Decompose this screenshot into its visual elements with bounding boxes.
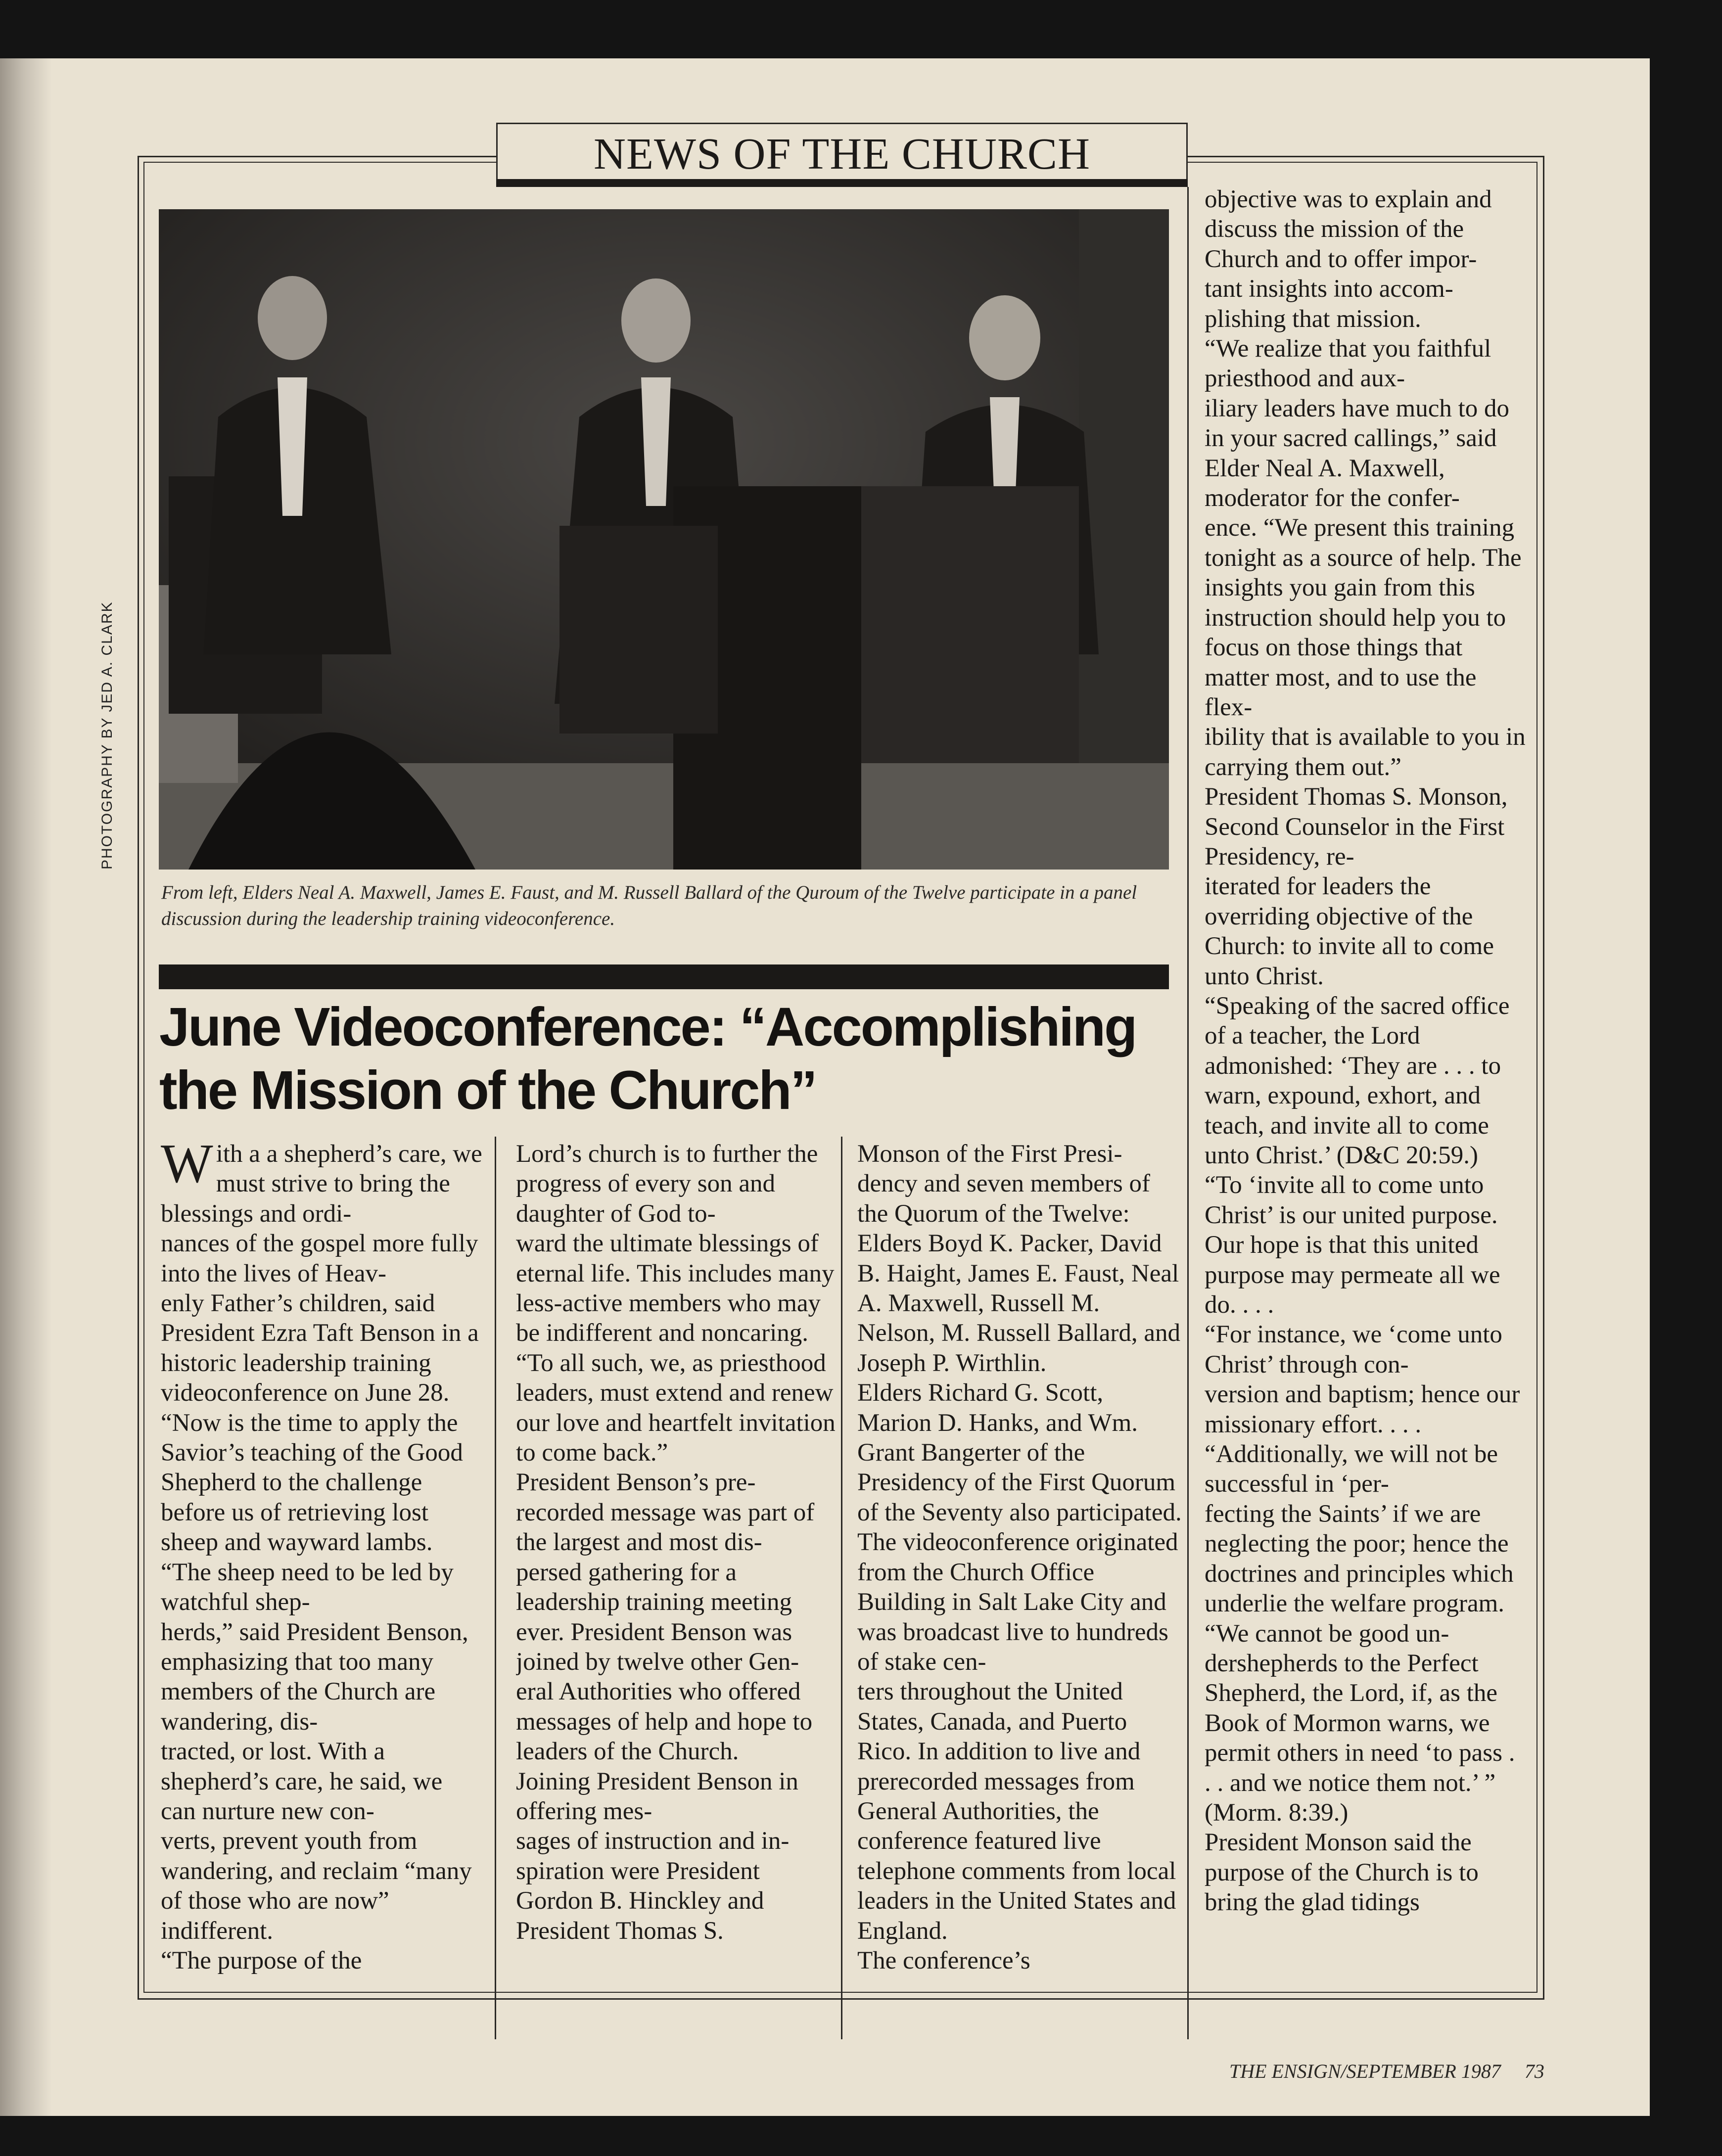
page-gutter-shadow [0, 58, 52, 2116]
article-column-3: Monson of the First Presi- dency and seven members of the Quorum of the Twelve: Elders Boyd K. Packer, David B. Haight, James E. Faust, Neal A. Maxwell, Russell M. Nelson, M. Russell Ballard, and Joseph P. Wirthlin. Elders Richard G. Scott, Marion D. Hanks, and Wm. Grant Bangerter of the Presidency of the First Quorum of the Seventy also participated. The videoconference originated from the Church Office Building in Salt Lake City and was broadcast live to hundreds of stake cen- ters throughout the United States, Canada, and Puerto Rico. In addition to live and prerecorded messages from General Authorities, the conference featured live telephone comments from local leaders in the United States and England. The conference’s [857, 1140, 1182, 1974]
publication-name: THE ENSIGN/SEPTEMBER 1987 [1229, 2060, 1501, 2082]
panel-photo [159, 209, 1169, 870]
drop-cap: W [161, 1139, 213, 1194]
article-column-1 [161, 1139, 482, 2037]
page-footer [1229, 2060, 1544, 2083]
masthead-bar [496, 179, 1188, 187]
article-headline: June Videoconference: “Accomplishing the Mission of the Church” [159, 997, 1136, 1121]
panel-photo-image [159, 209, 1169, 870]
article-column-2: Lord’s church is to further the progress of every son and daughter of God to- ward the ultimate blessings of eternal life. This includes many less-active members who may be indifferent and noncaring. “To all such, we, as priesthood leaders, must extend and renew our love and heartfelt invitation to come back.” President Benson’s pre- recorded message was part of the largest and most dis- persed gathering for a leadership training meeting ever. President Benson was joined by twelve other Gen- eral Authorities who offered messages of help and hope to leaders of the Church. Joining President Benson in offering mes- sages of instruction and in- spiration were President Gordon B. Hinckley and President Thomas S. [516, 1140, 836, 1945]
photo-caption: From left, Elders Neal A. Maxwell, James E. Faust, and M. Russell Ballard of the Quroum of the Twelve participate in a panel discussion during the leadership training videoconference. [161, 882, 1137, 929]
column-divider-3 [1187, 187, 1189, 2039]
column-divider-2 [841, 1137, 842, 2039]
section-masthead: NEWS OF THE CHURCH [496, 123, 1188, 182]
article-column-4: objective was to explain and discuss the mission of the Church and to offer impor- tant insights into accom- plishing that mission. “We realize that you faithful priesthood and aux- iliary leaders have much to do in your sacred callings,” said Elder Neal A. Maxwell, moderator for the confer- ence. “We present this training tonight as a source of help. The insights you gain from this instruction should help you to focus on those things that matter most, and to use the flex- ibility that is available to you in carrying them out.” President Thomas S. Monson, Second Counselor in the First Presidency, re- iterated for leaders the overriding objective of the Church: to invite all to come unto Christ. “Speaking of the sacred office of a teacher, the Lord admonished: ‘They are . . . to warn, expound, exhort, and teach, and invite all to come unto Christ.’ (D&C 20:59.) “To ‘invite all to come unto Christ’ is our united purpose. Our hope is that this united purpose may permeate all we do. . . . “For instance, we ‘come unto Christ’ through con- version and baptism; hence our missionary effort. . . . “Additionally, we will not be successful in ‘per- fecting the Saints’ if we are neglecting the poor; hence the doctrines and principles which underlie the welfare program. “We cannot be good un- dershepherds to the Perfect Shepherd, the Lord, if, as the Book of Mormon warns, we permit others in need ‘to pass . . . and we notice them not.’ ” (Morm. 8:39.) President Monson said the purpose of the Church is to bring the glad tidings [1205, 185, 1526, 1917]
headline-rule [159, 964, 1169, 989]
column-divider-1 [495, 1137, 496, 2039]
page-number: 73 [1524, 2060, 1544, 2082]
photo-credit: PHOTOGRAPHY BY JED A. CLARK [99, 601, 115, 870]
column-1-text: ith a a shepherd’s care, we must strive to bring the blessings and ordi- nances of the gospel more fully into the lives of Heav- enly Father’s children, said President Ezra Taft Benson in a historic leadership training videoconference on June 28. “Now is the time to apply the Savior’s teaching of the Good Shepherd to the challenge before us of retrieving lost sheep and wayward lambs. “The sheep need to be led by watchful shep- herds,” said President Benson, emphasizing that too many members of the Church are wandering, dis- tracted, or lost. With a shepherd’s care, he said, we can nurture new con- verts, prevent youth from wandering, and reclaim “many of those who are now” indifferent. “The purpose of the [161, 1140, 482, 1974]
magazine-page [0, 58, 1650, 2116]
